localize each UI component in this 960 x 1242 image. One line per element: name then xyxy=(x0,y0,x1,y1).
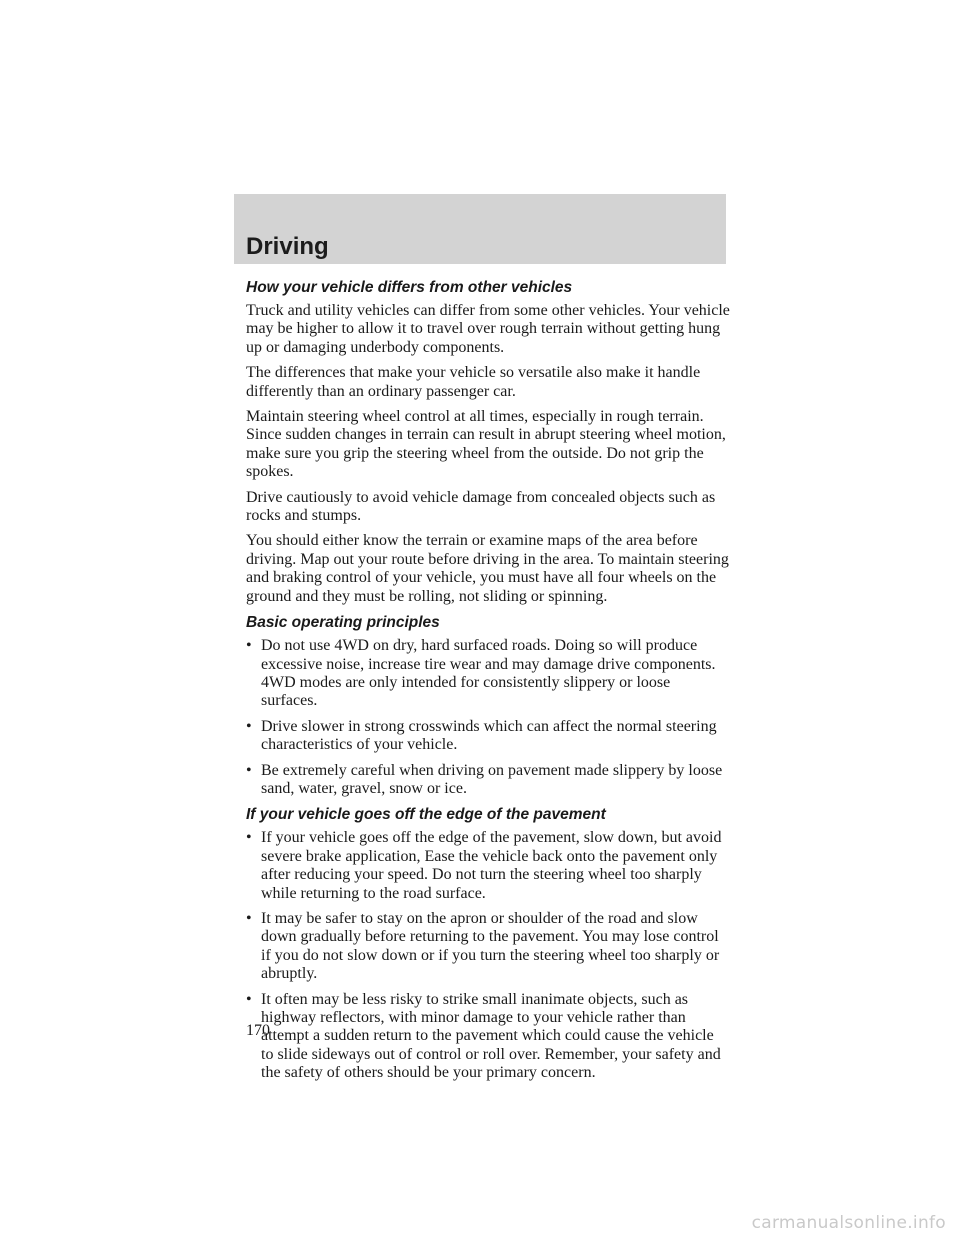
list-item xyxy=(246,910,730,984)
paragraph: You should either know the terrain or examine maps of the area before driving. Map out your route before driving in the area. To maintain steering and braking control of your vehicle, you must have all four wheels on the ground and they must be rolling, not sliding or spinning. xyxy=(246,532,729,605)
list-item xyxy=(246,718,730,755)
bullet-icon: • xyxy=(246,909,252,927)
bullet-list xyxy=(246,829,730,1082)
paragraph: Maintain steering wheel control at all times, especially in rough terrain. Since sudden changes in terrain can result in abrupt steering wheel motion, make sure you grip the steering wheel from the outside. Do not grip the spokes. xyxy=(246,408,726,481)
list-item-text: It may be safer to stay on the apron or shoulder of the road and slow down gradually before returning to the pavement. You may lose control if you do not slow down or if you turn the steering wheel too sharply or abruptly. xyxy=(261,909,720,983)
bullet-icon: • xyxy=(246,990,252,1008)
bullet-list xyxy=(246,637,730,798)
section-title: Driving xyxy=(246,233,329,260)
list-item-text: If your vehicle goes off the edge of the pavement, slow down, but avoid severe brake application, Ease the vehicle back onto the pavement only after reducing your speed. Do not turn the steering wheel too sharply while returning to the road surface. xyxy=(261,829,722,902)
bullet-icon: • xyxy=(246,637,252,655)
heading-basic-operating-principles: Basic operating principles xyxy=(246,614,440,632)
list-item-text: Drive slower in strong crosswinds which can affect the normal steering characteristics of your vehicle. xyxy=(261,717,717,754)
list-item xyxy=(246,762,730,799)
paragraph: Drive cautiously to avoid vehicle damage from concealed objects such as rocks and stumps. xyxy=(246,488,716,525)
page-content xyxy=(246,279,730,1090)
bullet-icon: • xyxy=(246,761,252,779)
list-item xyxy=(246,637,730,711)
paragraph: Truck and utility vehicles can differ from some other vehicles. Your vehicle may be higher to allow it to travel over rough terrain without getting hung up or damaging underbody components. xyxy=(246,302,730,356)
list-item-text: Be extremely careful when driving on pavement made slippery by loose sand, water, gravel, snow or ice. xyxy=(261,761,723,797)
bullet-icon: • xyxy=(246,829,252,847)
list-item xyxy=(246,829,730,903)
watermark: carmanualsonline.info xyxy=(751,1213,946,1233)
bullet-icon: • xyxy=(246,717,252,735)
heading-vehicle-differences: How your vehicle differs from other vehicles xyxy=(246,279,573,296)
page-number: 170 xyxy=(246,1022,270,1039)
list-item xyxy=(246,991,730,1083)
list-item-text: Do not use 4WD on dry, hard surfaced roads. Doing so will produce excessive noise, increase tire wear and may damage drive components. 4WD modes are only intended for consistently slippery or loose surfaces. xyxy=(261,637,716,710)
paragraph: The differences that make your vehicle so versatile also make it handle differently than an ordinary passenger car. xyxy=(246,364,701,400)
list-item-text: It often may be less risky to strike small inanimate objects, such as highway reflectors, with minor damage to your vehicle rather than attempt a sudden return to the pavement which could cause the vehicle to slide sideways out of control or roll over. Remember, your safety and the safety of others should be your primary concern. xyxy=(261,990,721,1082)
heading-off-pavement-edge: If your vehicle goes off the edge of the pavement xyxy=(246,806,606,824)
